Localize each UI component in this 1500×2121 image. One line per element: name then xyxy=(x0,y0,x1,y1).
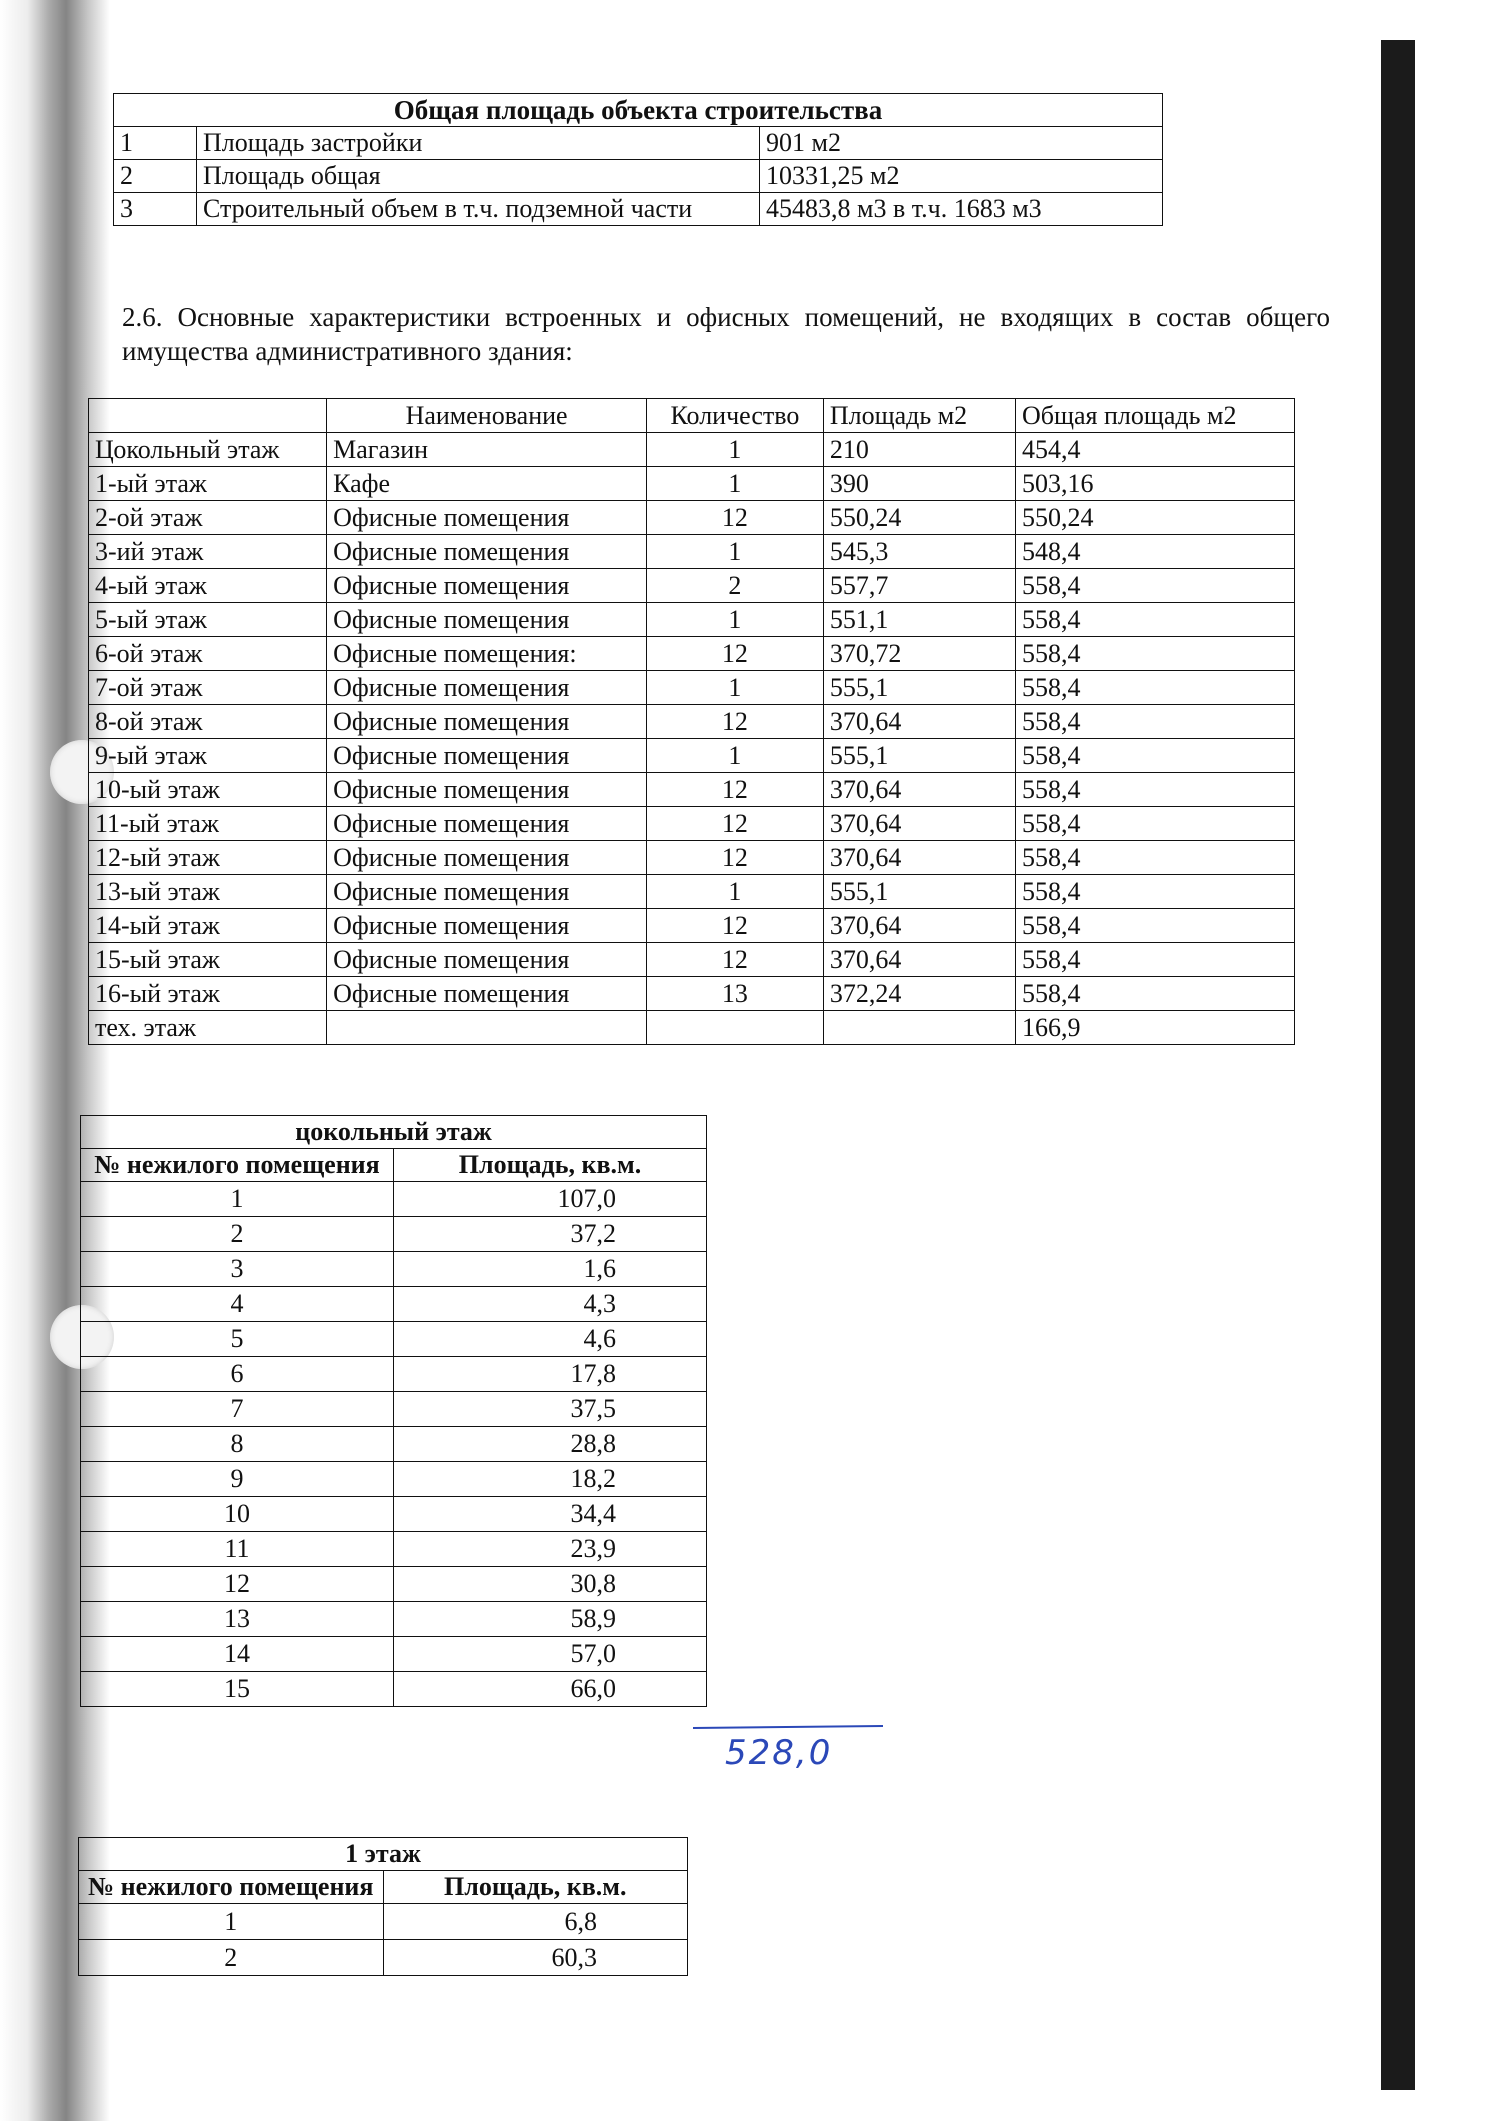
header-room-number: № нежилого помещения xyxy=(81,1149,394,1182)
row-total-area: 558,4 xyxy=(1015,569,1294,603)
row-name: Офисные помещения xyxy=(327,603,647,637)
header-room-area: Площадь, кв.м. xyxy=(394,1149,707,1182)
room-number: 11 xyxy=(81,1532,394,1567)
room-number: 3 xyxy=(81,1252,394,1287)
row-name: Офисные помещения xyxy=(327,807,647,841)
table-title-row xyxy=(114,94,1163,127)
row-count: 1 xyxy=(647,739,824,773)
row-name: Офисные помещения xyxy=(327,569,647,603)
room-area: 37,5 xyxy=(394,1392,707,1427)
table-row xyxy=(89,773,1295,807)
row-name: Офисные помещения xyxy=(327,705,647,739)
row-count: 1 xyxy=(647,603,824,637)
row-floor: 4-ый этаж xyxy=(89,569,327,603)
table-title: 1 этаж xyxy=(79,1838,688,1871)
row-number: 2 xyxy=(114,160,197,193)
table-title-row xyxy=(79,1838,688,1871)
row-floor: 10-ый этаж xyxy=(89,773,327,807)
table-row xyxy=(81,1532,707,1567)
row-name: Офисные помещения xyxy=(327,875,647,909)
row-area: 210 xyxy=(823,433,1015,467)
row-floor: 7-ой этаж xyxy=(89,671,327,705)
row-total-area: 558,4 xyxy=(1015,909,1294,943)
room-number: 1 xyxy=(81,1182,394,1217)
room-area: 28,8 xyxy=(394,1427,707,1462)
row-floor: тех. этаж xyxy=(89,1011,327,1045)
room-number: 4 xyxy=(81,1287,394,1322)
table-row xyxy=(114,127,1163,160)
row-total-area: 558,4 xyxy=(1015,841,1294,875)
row-name: Офисные помещения xyxy=(327,841,647,875)
row-name: Офисные помещения xyxy=(327,501,647,535)
row-name: Площадь общая xyxy=(197,160,760,193)
room-area: 23,9 xyxy=(394,1532,707,1567)
table-row xyxy=(81,1357,707,1392)
row-area: 557,7 xyxy=(823,569,1015,603)
header-total-area: Общая площадь м2 xyxy=(1015,399,1294,433)
table-row xyxy=(89,467,1295,501)
row-area: 370,64 xyxy=(823,807,1015,841)
row-count: 1 xyxy=(647,875,824,909)
table-row xyxy=(79,1940,688,1976)
table-row xyxy=(89,671,1295,705)
room-number: 13 xyxy=(81,1602,394,1637)
row-name: Офисные помещения: xyxy=(327,637,647,671)
table-row xyxy=(81,1567,707,1602)
table-row xyxy=(89,569,1295,603)
row-area: 370,64 xyxy=(823,773,1015,807)
room-number: 15 xyxy=(81,1672,394,1707)
row-count: 1 xyxy=(647,433,824,467)
row-area: 370,72 xyxy=(823,637,1015,671)
row-name: Офисные помещения xyxy=(327,943,647,977)
row-floor: 9-ый этаж xyxy=(89,739,327,773)
table-row xyxy=(89,739,1295,773)
row-count: 12 xyxy=(647,773,824,807)
row-count: 1 xyxy=(647,671,824,705)
scan-shadow-right xyxy=(1381,40,1415,2090)
header-name: Наименование xyxy=(327,399,647,433)
row-name: Офисные помещения xyxy=(327,671,647,705)
table-header-row xyxy=(81,1149,707,1182)
room-number: 1 xyxy=(79,1904,384,1940)
row-total-area: 550,24 xyxy=(1015,501,1294,535)
table-title: цокольный этаж xyxy=(81,1116,707,1149)
table-row xyxy=(81,1497,707,1532)
row-total-area: 558,4 xyxy=(1015,603,1294,637)
room-area: 57,0 xyxy=(394,1637,707,1672)
total-area-table xyxy=(113,93,1163,226)
row-area: 555,1 xyxy=(823,671,1015,705)
room-area: 66,0 xyxy=(394,1672,707,1707)
table-row xyxy=(89,535,1295,569)
room-number: 10 xyxy=(81,1497,394,1532)
row-area: 370,64 xyxy=(823,943,1015,977)
row-total-area: 558,4 xyxy=(1015,705,1294,739)
table-row xyxy=(89,1011,1295,1045)
row-total-area: 503,16 xyxy=(1015,467,1294,501)
row-area: 555,1 xyxy=(823,875,1015,909)
table-row xyxy=(89,807,1295,841)
row-name: Строительный объем в т.ч. подземной части xyxy=(197,193,760,226)
table-header-row xyxy=(89,399,1295,433)
row-area: 370,64 xyxy=(823,841,1015,875)
row-area xyxy=(823,1011,1015,1045)
room-number: 7 xyxy=(81,1392,394,1427)
table-row xyxy=(81,1462,707,1497)
row-total-area: 558,4 xyxy=(1015,943,1294,977)
row-floor: 2-ой этаж xyxy=(89,501,327,535)
room-area: 34,4 xyxy=(394,1497,707,1532)
header-floor xyxy=(89,399,327,433)
row-floor: 11-ый этаж xyxy=(89,807,327,841)
table-row xyxy=(81,1252,707,1287)
row-floor: 12-ый этаж xyxy=(89,841,327,875)
row-value: 45483,8 м3 в т.ч. 1683 м3 xyxy=(760,193,1163,226)
table-row xyxy=(81,1217,707,1252)
room-number: 8 xyxy=(81,1427,394,1462)
room-area: 1,6 xyxy=(394,1252,707,1287)
room-area: 6,8 xyxy=(383,1904,688,1940)
row-floor: Цокольный этаж xyxy=(89,433,327,467)
table-row xyxy=(89,943,1295,977)
handwritten-underline xyxy=(693,1725,883,1729)
row-total-area: 558,4 xyxy=(1015,875,1294,909)
row-count: 12 xyxy=(647,841,824,875)
table-row xyxy=(81,1392,707,1427)
room-area: 30,8 xyxy=(394,1567,707,1602)
row-floor: 1-ый этаж xyxy=(89,467,327,501)
room-area: 17,8 xyxy=(394,1357,707,1392)
row-total-area: 558,4 xyxy=(1015,807,1294,841)
floors-table-body xyxy=(89,433,1295,1045)
row-area: 555,1 xyxy=(823,739,1015,773)
row-area: 372,24 xyxy=(823,977,1015,1011)
room-area: 60,3 xyxy=(383,1940,688,1976)
row-floor: 16-ый этаж xyxy=(89,977,327,1011)
room-number: 2 xyxy=(79,1940,384,1976)
row-value: 901 м2 xyxy=(760,127,1163,160)
table-row xyxy=(89,977,1295,1011)
table-row xyxy=(81,1287,707,1322)
row-area: 551,1 xyxy=(823,603,1015,637)
table-title-row xyxy=(81,1116,707,1149)
row-floor: 13-ый этаж xyxy=(89,875,327,909)
table-row xyxy=(81,1182,707,1217)
table-row xyxy=(89,705,1295,739)
row-area: 545,3 xyxy=(823,535,1015,569)
row-number: 1 xyxy=(114,127,197,160)
table-title: Общая площадь объекта строительства xyxy=(114,94,1163,127)
row-count: 2 xyxy=(647,569,824,603)
row-name: Офисные помещения xyxy=(327,977,647,1011)
row-floor: 15-ый этаж xyxy=(89,943,327,977)
row-count: 12 xyxy=(647,705,824,739)
row-name: Магазин xyxy=(327,433,647,467)
table-row xyxy=(89,875,1295,909)
table-row xyxy=(89,909,1295,943)
row-area: 550,24 xyxy=(823,501,1015,535)
room-number: 2 xyxy=(81,1217,394,1252)
room-number: 14 xyxy=(81,1637,394,1672)
row-floor: 6-ой этаж xyxy=(89,637,327,671)
row-total-area: 548,4 xyxy=(1015,535,1294,569)
floors-table xyxy=(88,398,1295,1045)
scan-shadow-left xyxy=(0,0,110,2121)
table-row xyxy=(89,433,1295,467)
header-room-area: Площадь, кв.м. xyxy=(383,1871,688,1904)
table-row xyxy=(79,1904,688,1940)
room-area: 58,9 xyxy=(394,1602,707,1637)
row-floor: 8-ой этаж xyxy=(89,705,327,739)
row-number: 3 xyxy=(114,193,197,226)
room-number: 5 xyxy=(81,1322,394,1357)
row-name: Офисные помещения xyxy=(327,739,647,773)
row-total-area: 166,9 xyxy=(1015,1011,1294,1045)
header-area: Площадь м2 xyxy=(823,399,1015,433)
row-count: 12 xyxy=(647,501,824,535)
room-area: 37,2 xyxy=(394,1217,707,1252)
table-row xyxy=(114,193,1163,226)
row-count: 13 xyxy=(647,977,824,1011)
table-row xyxy=(81,1637,707,1672)
row-total-area: 558,4 xyxy=(1015,977,1294,1011)
handwritten-total: 528,0 xyxy=(725,1733,833,1773)
table-row xyxy=(89,603,1295,637)
row-count: 12 xyxy=(647,807,824,841)
row-floor: 3-ий этаж xyxy=(89,535,327,569)
first-floor-table-body xyxy=(79,1904,688,1976)
table-row xyxy=(89,637,1295,671)
room-area: 107,0 xyxy=(394,1182,707,1217)
room-number: 6 xyxy=(81,1357,394,1392)
row-name: Офисные помещения xyxy=(327,909,647,943)
room-area: 18,2 xyxy=(394,1462,707,1497)
row-count xyxy=(647,1011,824,1045)
room-number: 12 xyxy=(81,1567,394,1602)
first-floor-rooms-table xyxy=(78,1837,688,1976)
row-value: 10331,25 м2 xyxy=(760,160,1163,193)
header-count: Количество xyxy=(647,399,824,433)
row-name xyxy=(327,1011,647,1045)
room-area: 4,6 xyxy=(394,1322,707,1357)
row-area: 370,64 xyxy=(823,909,1015,943)
table-row xyxy=(81,1672,707,1707)
table-row xyxy=(89,841,1295,875)
basement-rooms-table xyxy=(80,1115,707,1707)
row-count: 12 xyxy=(647,637,824,671)
table-header-row xyxy=(79,1871,688,1904)
room-number: 9 xyxy=(81,1462,394,1497)
basement-table-body xyxy=(81,1182,707,1707)
table-row xyxy=(114,160,1163,193)
room-area: 4,3 xyxy=(394,1287,707,1322)
section-paragraph: 2.6. Основные характеристики встроенных и офисных помещений, не входящих в состав общего имущества административного здания: xyxy=(122,302,1330,366)
row-area: 390 xyxy=(823,467,1015,501)
header-room-number: № нежилого помещения xyxy=(79,1871,384,1904)
row-count: 12 xyxy=(647,909,824,943)
row-count: 1 xyxy=(647,467,824,501)
row-count: 1 xyxy=(647,535,824,569)
row-total-area: 558,4 xyxy=(1015,773,1294,807)
row-area: 370,64 xyxy=(823,705,1015,739)
row-floor: 5-ый этаж xyxy=(89,603,327,637)
row-name: Офисные помещения xyxy=(327,773,647,807)
row-total-area: 558,4 xyxy=(1015,637,1294,671)
row-name: Площадь застройки xyxy=(197,127,760,160)
table-row xyxy=(81,1427,707,1462)
row-name: Офисные помещения xyxy=(327,535,647,569)
table-row xyxy=(89,501,1295,535)
row-total-area: 558,4 xyxy=(1015,739,1294,773)
row-name: Кафе xyxy=(327,467,647,501)
row-floor: 14-ый этаж xyxy=(89,909,327,943)
table-row xyxy=(81,1322,707,1357)
row-total-area: 454,4 xyxy=(1015,433,1294,467)
row-total-area: 558,4 xyxy=(1015,671,1294,705)
table-row xyxy=(81,1602,707,1637)
row-count: 12 xyxy=(647,943,824,977)
